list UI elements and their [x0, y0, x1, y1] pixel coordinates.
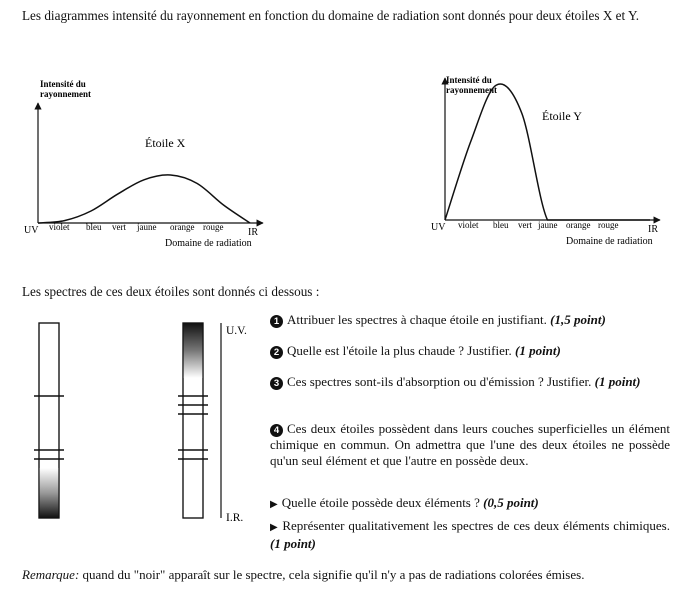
spectrum-2 — [178, 323, 208, 518]
intro-paragraph: Les diagrammes intensité du rayonnement en fonction du domaine de radiation sont donnés pour deux étoiles X et Y. — [22, 8, 640, 23]
question-2 — [270, 343, 670, 359]
chart-x-category-label: vert — [112, 222, 126, 232]
spectra-figure — [25, 318, 260, 526]
spectra-intro: Les spectres de ces deux étoiles sont donnés ci dessous : — [22, 284, 320, 299]
chart-x-ylabel-1: Intensité du — [40, 79, 86, 89]
chart-x-xlabel: Domaine de radiation — [165, 238, 252, 249]
question-3-points: (1 point) — [594, 374, 641, 389]
question-4-number: 4 — [270, 424, 283, 437]
chart-y-ylabel-1: Intensité du — [446, 75, 492, 85]
chart-x-category-label: violet — [49, 222, 70, 232]
question-1-points: (1,5 point) — [550, 312, 606, 327]
uv-label: U.V. — [226, 325, 247, 337]
bullet-1-points: (0,5 point) — [483, 495, 539, 510]
chart-y-uv-label: UV — [431, 222, 446, 233]
question-3 — [270, 374, 670, 390]
question-1 — [270, 312, 670, 328]
chart-star-y — [420, 70, 693, 255]
chart-y-xlabel: Domaine de radiation — [566, 236, 653, 247]
chart-x-ylabel-2: rayonnement — [40, 89, 91, 99]
question-3-number: 3 — [270, 377, 283, 390]
triangle-bullet-icon: ▶ — [270, 499, 278, 510]
chart-x-curve — [38, 175, 250, 223]
chart-star-x — [0, 70, 300, 255]
remark-text: quand du "noir" apparaît sur le spectre, cela signifie qu'il n'y a pas de radiations colorées émises. — [82, 567, 585, 582]
question-4-bullet-2 — [270, 518, 670, 552]
chart-y-title: Étoile Y — [542, 109, 582, 123]
question-1-number: 1 — [270, 315, 283, 328]
chart-y-category-label: orange — [566, 220, 591, 230]
chart-y-category-label: jaune — [538, 220, 558, 230]
chart-x-category-label: orange — [170, 222, 195, 232]
chart-x-category-label: bleu — [86, 222, 102, 232]
question-3-text: Ces spectres sont-ils d'absorption ou d'émission ? Justifier. — [287, 374, 592, 389]
triangle-bullet-icon: ▶ — [270, 522, 279, 533]
chart-x-uv-label: UV — [24, 225, 39, 236]
bullet-1-text: Quelle étoile possède deux éléments ? — [281, 495, 480, 510]
question-4-text: Ces deux étoiles possèdent dans leurs couches superficielles un élément chimique en commun. On admettra que l'une des deux étoiles ne possède qu'un seul élément et que l'autre en possède deux. — [270, 421, 670, 468]
chart-x-title: Étoile X — [145, 136, 186, 150]
chart-y-category-label: bleu — [493, 220, 509, 230]
question-2-points: (1 point) — [514, 343, 561, 358]
bullet-2-points: (1 point) — [270, 536, 316, 551]
chart-x-ir-label: IR — [248, 227, 258, 238]
question-2-number: 2 — [270, 346, 283, 359]
chart-y-ylabel-2: rayonnement — [446, 85, 497, 95]
question-1-text: Attribuer les spectres à chaque étoile en justifiant. — [287, 312, 547, 327]
chart-x-category-label: jaune — [137, 222, 157, 232]
chart-x-category-label: rouge — [203, 222, 224, 232]
chart-y-category-label: violet — [458, 220, 479, 230]
question-4-bullet-1 — [270, 495, 670, 513]
chart-y-curve — [445, 84, 650, 220]
bullet-2-text: Représenter qualitativement les spectres de ces deux éléments chimiques. — [282, 518, 670, 533]
chart-y-ir-label: IR — [648, 224, 658, 235]
chart-y-category-label: rouge — [598, 220, 619, 230]
spectrum-1 — [34, 323, 64, 518]
question-2-text: Quelle est l'étoile la plus chaude ? Justifier. — [287, 343, 512, 358]
chart-y-categories — [458, 220, 619, 230]
remark-label: Remarque: — [22, 567, 80, 582]
ir-label: I.R. — [226, 512, 244, 524]
question-4 — [270, 421, 670, 469]
remark — [22, 567, 682, 583]
chart-y-category-label: vert — [518, 220, 532, 230]
